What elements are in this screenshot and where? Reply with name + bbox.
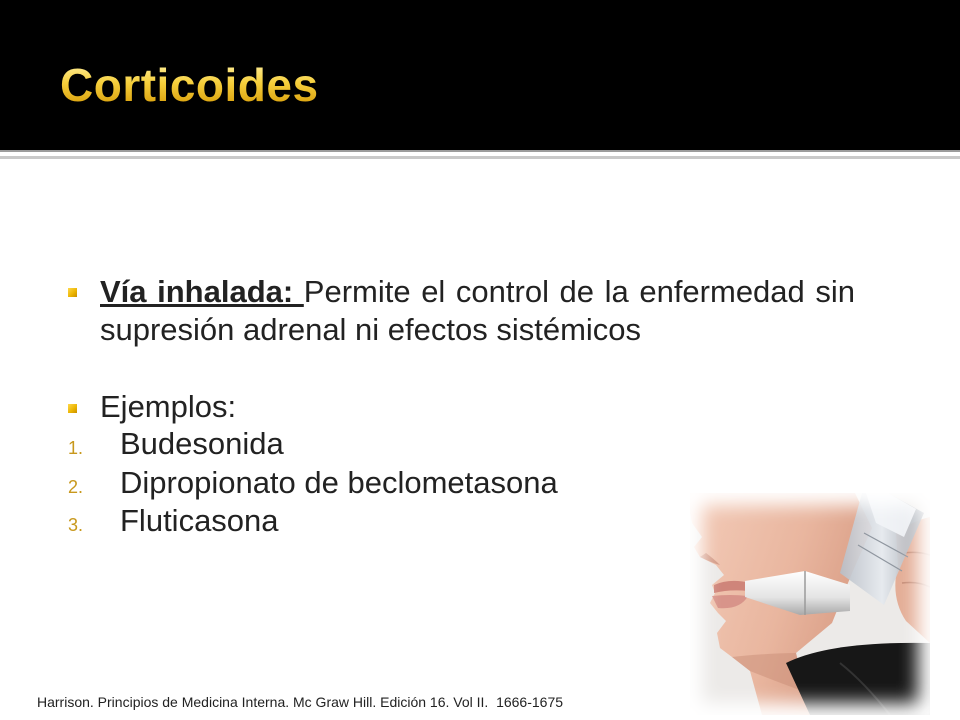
- list-item: [68, 464, 628, 506]
- list-number: 2.: [68, 477, 84, 497]
- list-number: 1.: [68, 438, 84, 458]
- list-item: [68, 502, 628, 544]
- list-item: [68, 425, 628, 467]
- slide-title: Corticoides: [60, 59, 319, 111]
- square-bullet-icon: [68, 404, 77, 413]
- square-bullet-icon: [68, 288, 77, 297]
- list-item-text: Fluticasona: [120, 503, 279, 538]
- bullet-inhaled-route: [100, 273, 855, 349]
- slide-header: [0, 0, 960, 150]
- header-divider: [0, 150, 960, 159]
- citation: Harrison. Principios de Medicina Interna. Mc Graw Hill. Edición 16. Vol II. 1666-1675: [37, 694, 564, 710]
- list-number: 3.: [68, 515, 84, 535]
- bullet-examples-heading: Ejemplos:: [100, 389, 237, 424]
- bullet-description: Permite el control de la enfermedad sin supresión adrenal ni efectos sistémicos: [100, 274, 855, 347]
- bullet-term: Vía inhalada:: [100, 274, 304, 309]
- inhaler-photo: [690, 493, 930, 715]
- list-item-text: Dipropionato de beclometasona: [120, 465, 558, 500]
- list-item-text: Budesonida: [120, 426, 284, 461]
- inhaler-photo-drawing: [690, 493, 930, 715]
